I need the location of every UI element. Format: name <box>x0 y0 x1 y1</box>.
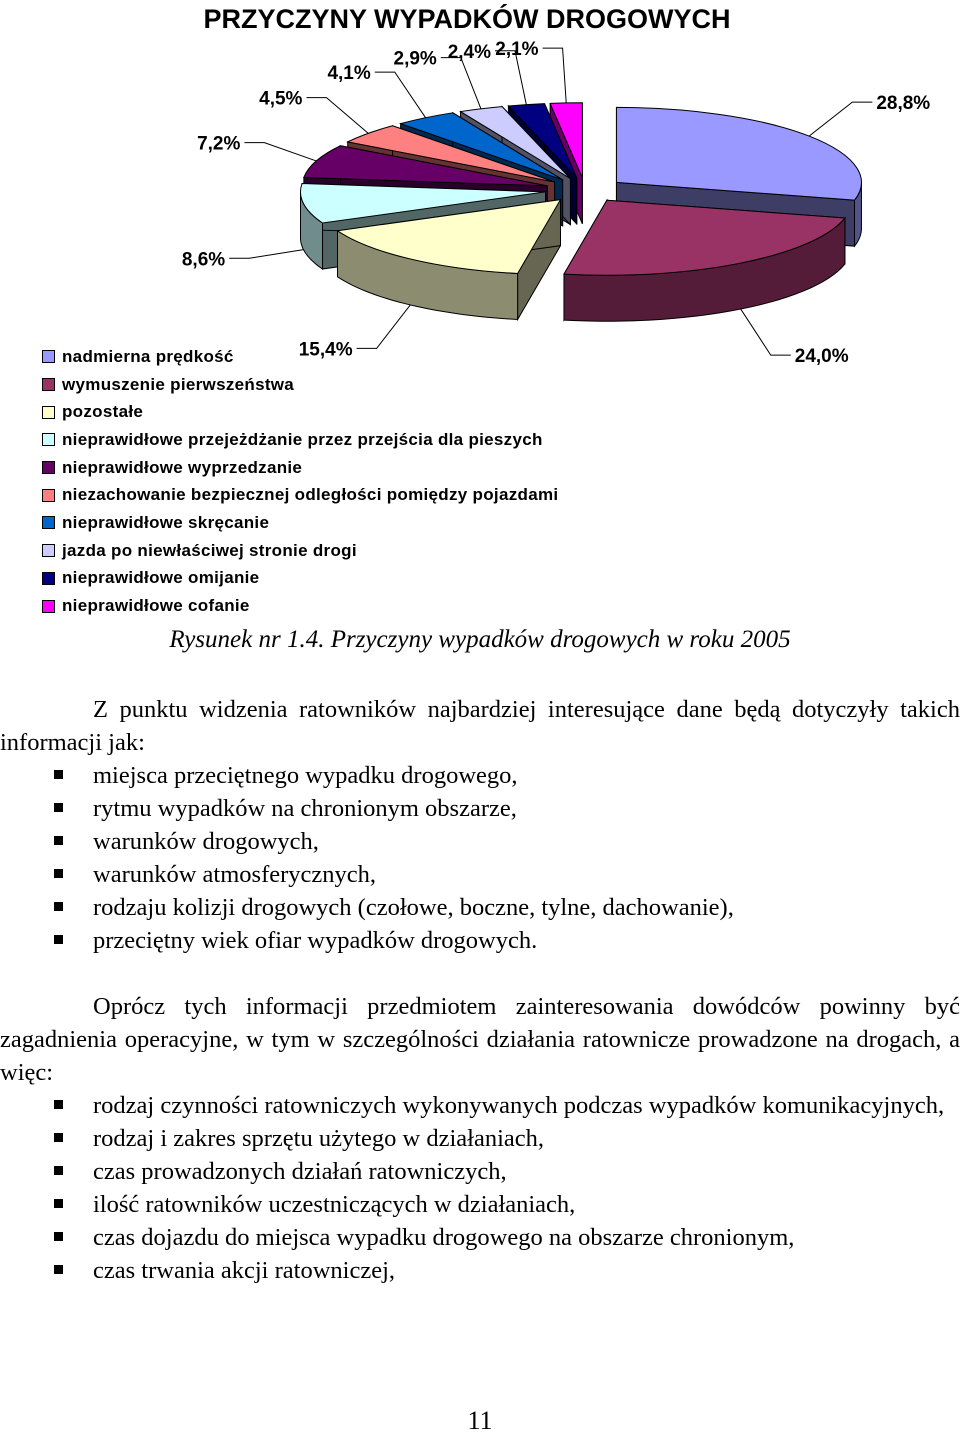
label-leader-line <box>741 309 791 355</box>
list-item: czas trwania akcji ratowniczej, <box>0 1254 960 1287</box>
bullet-list-2 <box>0 1089 960 1287</box>
legend-item <box>42 426 558 454</box>
bullet-icon <box>54 902 63 911</box>
list-item: rodzaj czynności ratowniczych wykonywanych podczas wypadków komunikacyjnych, <box>0 1089 960 1122</box>
list-item: czas dojazdu do miejsca wypadku drogowego na obszarze chronionym, <box>0 1221 960 1254</box>
legend-label: jazda po niewłaściwej stronie drogi <box>62 540 357 560</box>
legend-item <box>42 343 558 371</box>
legend-item <box>42 398 558 426</box>
page-number: 11 <box>467 1406 493 1435</box>
bullet-icon <box>54 935 63 944</box>
legend-item <box>42 537 558 565</box>
legend-label: nieprawidłowe przejeżdżanie przez przejścia dla pieszych <box>62 429 543 449</box>
legend-item <box>42 565 558 593</box>
legend-swatch <box>42 378 55 391</box>
label-leader-line <box>357 305 411 348</box>
bullet-icon <box>54 770 63 779</box>
bullet-icon <box>54 869 63 878</box>
legend-swatch <box>42 461 55 474</box>
label-leader-line <box>441 58 481 109</box>
legend-swatch <box>42 406 55 419</box>
legend-swatch <box>42 516 55 529</box>
legend-swatch <box>42 489 55 502</box>
label-leader-line <box>229 250 303 259</box>
slice-value-label: 24,0% <box>794 346 849 368</box>
legend-swatch <box>42 350 55 363</box>
slice-value-label: 2,9% <box>393 48 437 70</box>
slice-value-label: 15,4% <box>298 339 353 361</box>
list-item: rytmu wypadków na chronionym obszarze, <box>0 792 960 825</box>
figure-caption: Rysunek nr 1.4. Przyczyny wypadków drogowych w roku 2005 <box>169 626 791 653</box>
list-item: rodzaj i zakres sprzętu użytego w działaniach, <box>0 1122 960 1155</box>
bullet-icon <box>54 1166 63 1175</box>
legend-item <box>42 454 558 482</box>
label-leader-line <box>375 72 426 118</box>
list-item: warunków atmosferycznych, <box>0 858 960 891</box>
slice-value-label: 2,1% <box>495 39 539 61</box>
legend-label: wymuszenie pierwszeństwa <box>62 374 295 394</box>
bullet-icon <box>54 836 63 845</box>
legend-item <box>42 592 558 620</box>
slice-value-label: 4,5% <box>259 88 303 110</box>
legend-label: nieprawidłowe wyprzedzanie <box>62 457 303 477</box>
legend-label: nieprawidłowe cofanie <box>62 596 250 616</box>
list-item: czas prowadzonych działań ratowniczych, <box>0 1155 960 1188</box>
legend-swatch <box>42 572 55 585</box>
legend-item <box>42 509 558 537</box>
bullet-icon <box>54 1133 63 1142</box>
bullet-icon <box>54 1232 63 1241</box>
slice-value-label: 4,1% <box>327 63 371 85</box>
section-2 <box>0 990 960 1287</box>
pie-slices <box>300 103 861 321</box>
pie-slice <box>564 200 845 321</box>
bullet-icon <box>54 1265 63 1274</box>
list-item: rodzaju kolizji drogowych (czołowe, boczne, tylne, dachowanie), <box>0 891 960 924</box>
label-leader-line <box>306 98 368 134</box>
slice-value-label: 8,6% <box>181 249 226 271</box>
legend-label: nieprawidłowe skręcanie <box>62 512 270 532</box>
list-item: ilość ratowników uczestniczących w działaniach, <box>0 1188 960 1221</box>
bullet-list-1 <box>0 759 960 957</box>
legend-label: pozostałe <box>62 402 144 422</box>
list-item: przeciętny wiek ofiar wypadków drogowych. <box>0 924 960 957</box>
bullet-icon <box>54 1100 63 1109</box>
label-leader-line <box>244 143 316 161</box>
paragraph-1: Z punktu widzenia ratowników najbardziej interesujące dane będą dotyczyły takich informacji jak: <box>0 696 960 756</box>
legend-swatch <box>42 600 55 613</box>
bullet-icon <box>54 803 63 812</box>
legend-item <box>42 371 558 399</box>
slice-value-label: 2,4% <box>447 41 492 63</box>
legend-label: nadmierna prędkość <box>62 346 234 366</box>
legend-label: nieprawidłowe omijanie <box>62 568 260 588</box>
bullet-icon <box>54 1199 63 1208</box>
label-leader-line <box>809 102 872 136</box>
chart-legend <box>42 343 558 620</box>
list-item: warunków drogowych, <box>0 825 960 858</box>
chart-title: PRZYCZYNY WYPADKÓW DROGOWYCH <box>203 4 731 34</box>
slice-value-label: 28,8% <box>876 93 931 115</box>
list-item: miejsca przeciętnego wypadku drogowego, <box>0 759 960 792</box>
label-leader-line <box>543 48 567 103</box>
legend-item <box>42 481 558 509</box>
section-1 <box>0 693 960 957</box>
legend-label: niezachowanie bezpiecznej odległości pomiędzy pojazdami <box>62 485 559 505</box>
legend-swatch <box>42 544 55 557</box>
legend-swatch <box>42 433 55 446</box>
paragraph-2: Oprócz tych informacji przedmiotem zainteresowania dowódców powinny być zagadnienia operacyjne, w tym w szczególności działania ratownicze prowadzone na drogach, a więc: <box>0 993 960 1086</box>
slice-value-label: 7,2% <box>197 133 241 155</box>
